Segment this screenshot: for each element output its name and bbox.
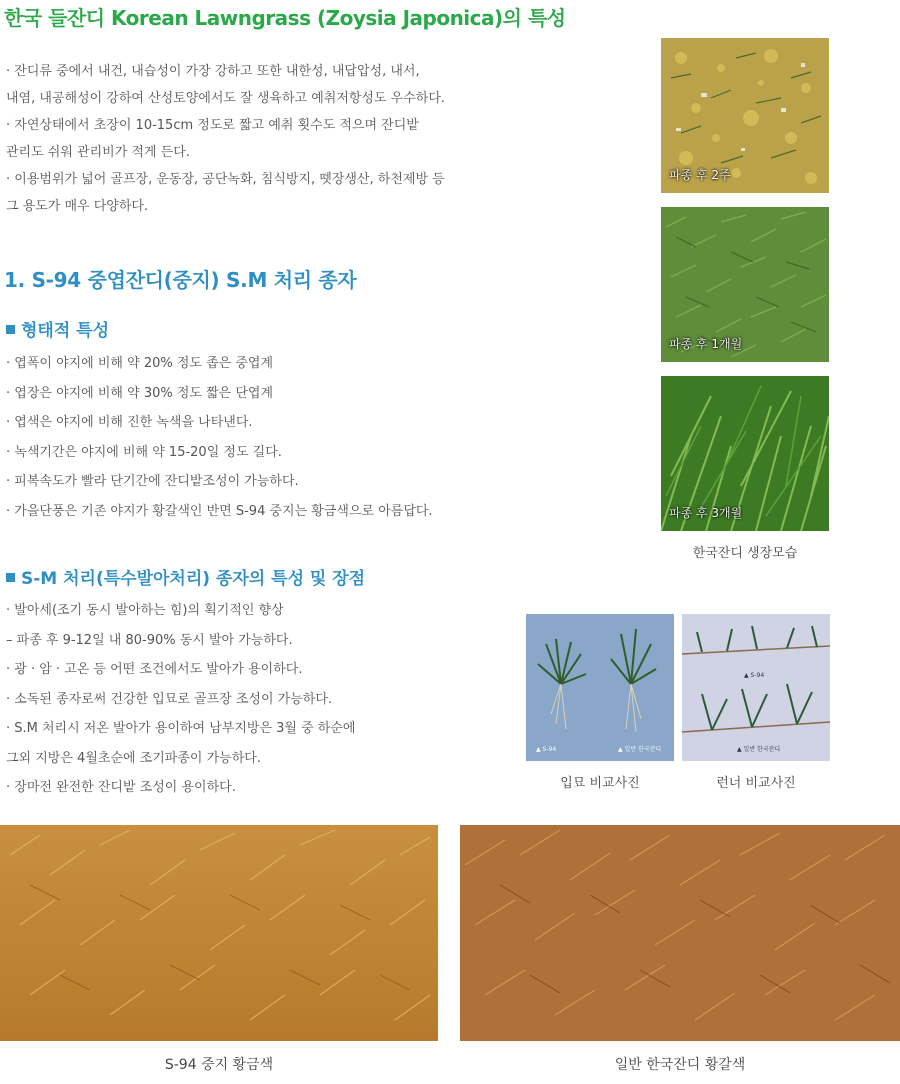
growth-photo-2weeks	[661, 38, 829, 193]
growth-caption: 한국잔디 생장모습	[692, 546, 798, 561]
seedling-caption: 입묘 비교사진	[560, 776, 640, 791]
golden-lawn-caption: S-94 중지 황금색	[164, 1057, 274, 1073]
photo-label: 파종 후 1개월	[669, 337, 743, 351]
list-item: · 엽장은 야지에 비해 약 30% 정도 짧은 단엽계	[6, 385, 274, 401]
photo-label: 파종 후 2주	[669, 168, 731, 182]
sm-heading-label: S-M 처리(특수발아처리) 종자의 특성 및 장점	[21, 569, 366, 589]
runner-compare-photo	[682, 614, 830, 761]
seedling-tag-right: ▲ 일반 한국잔디	[618, 746, 662, 753]
square-bullet-icon	[6, 573, 15, 582]
morph-heading-label: 형태적 특성	[21, 321, 110, 341]
list-item: · 가을단풍은 기존 야지가 황갈색인 반면 S-94 중지는 황금색으로 아름답다.	[6, 503, 433, 519]
list-item: 그외 지방은 4월초순에 조기파종이 가능하다.	[6, 750, 261, 766]
morph-heading	[6, 316, 109, 341]
morph-list	[6, 349, 433, 526]
list-item: · 발아세(조기 동시 발아하는 힘)의 획기적인 향상	[6, 603, 284, 618]
brown-grass-image	[460, 825, 900, 1041]
sm-heading	[6, 564, 365, 589]
list-item: – 파종 후 9-12일 내 80-90% 동시 발아 가능하다.	[6, 632, 293, 648]
list-item: · 광 · 암 · 고온 등 어떤 조건에서도 발아가 용이하다.	[6, 662, 303, 677]
brown-lawn-photo	[460, 825, 900, 1041]
seedling-image	[526, 614, 674, 761]
list-item: · 엽폭이 야지에 비해 약 20% 정도 좁은 중엽계	[6, 356, 274, 371]
list-item: · 피복속도가 빨라 단기간에 잔디밭조성이 가능하다.	[6, 474, 299, 489]
list-item: · 장마전 완전한 잔디밭 조성이 용이하다.	[6, 780, 236, 795]
runner-image	[682, 614, 830, 761]
seedling-tag-left: ▲ S-94	[536, 746, 557, 753]
page-title: 한국 들잔디 Korean Lawngrass (Zoysia Japonica)의 특성	[4, 6, 566, 30]
list-item: · 녹색기간은 야지에 비해 약 15-20일 정도 길다.	[6, 444, 282, 460]
golden-lawn-photo	[0, 825, 438, 1041]
intro-list	[6, 58, 445, 220]
list-item: · 잔디류 중에서 내건, 내습성이 가장 강하고 또한 내한성, 내답압성, 내서,	[6, 64, 420, 79]
list-item: 그 용도가 매우 다양하다.	[6, 199, 149, 214]
runner-tag-bottom: ▲ 일반 한국잔디	[737, 746, 781, 753]
list-item: · 엽색은 야지에 비해 진한 녹색을 나타낸다.	[6, 415, 253, 430]
brown-lawn-caption: 일반 한국잔디 황갈색	[614, 1057, 746, 1073]
list-item: 내염, 내공해성이 강하여 산성토양에서도 잘 생육하고 예취저항성도 우수하다.	[6, 91, 446, 106]
seedling-compare-photo	[526, 614, 674, 761]
square-bullet-icon	[6, 325, 15, 334]
section-title: 1. S-94 중엽잔디(중지) S.M 처리 종자	[4, 268, 357, 292]
runner-tag-top: ▲ S-94	[744, 672, 765, 679]
growth-photo-3months	[661, 376, 829, 531]
list-item: · S.M 처리시 저온 발아가 용이하여 남부지방은 3월 중 하순에	[6, 721, 356, 736]
photo-label: 파종 후 3개월	[669, 506, 743, 520]
runner-caption: 런너 비교사진	[716, 776, 796, 791]
sm-list	[6, 596, 355, 803]
list-item: · 자연상태에서 초장이 10-15cm 정도로 짧고 예취 횟수도 적으며 잔디밭	[6, 118, 419, 133]
list-item: · 이용범위가 넓어 골프장, 운동장, 공단녹화, 침식방지, 뗏장생산, 하천제방 등	[6, 172, 445, 187]
golden-grass-image	[0, 825, 438, 1041]
list-item: · 소독된 종자로써 건강한 입묘로 골프장 조성이 가능하다.	[6, 691, 333, 707]
list-item: 관리도 쉬워 관리비가 적게 든다.	[6, 145, 190, 160]
growth-photo-1month	[661, 207, 829, 362]
